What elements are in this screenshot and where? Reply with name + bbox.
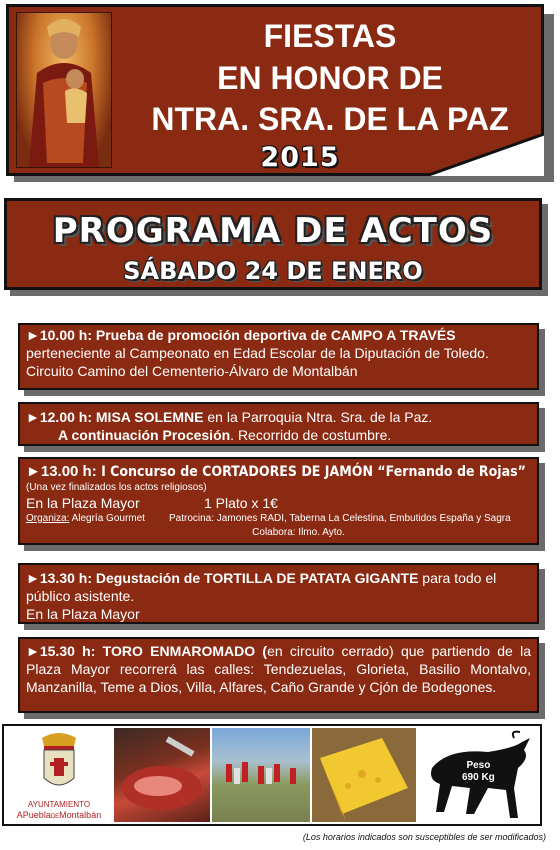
event-body-2: Circuito Camino del Cementerio-Álvaro de Montalbán: [26, 363, 358, 379]
ayuntamiento-logo: [6, 728, 112, 822]
header-year: 2015: [260, 142, 340, 173]
page-fold-decoration: [426, 134, 544, 176]
programa-title: PROGRAMA DE ACTOS: [52, 211, 494, 251]
colabora-text: Colabora: Ilmo. Ayto.: [252, 527, 345, 538]
schedule-disclaimer: (Los horarios indicados son susceptibles de ser modificados): [302, 832, 546, 842]
header-title-line1: FIESTAS: [263, 18, 397, 54]
event-1030: [18, 323, 539, 390]
event-place: En la Plaza Mayor: [26, 495, 140, 511]
event-heading: [26, 405, 531, 426]
event-text: [26, 640, 531, 696]
organiza-value: Alegría Gourmet: [69, 513, 145, 524]
event-title: Degustación de TORTILLA DE PATATA GIGANTE: [92, 570, 419, 586]
event-1330: [18, 563, 539, 624]
event-1300: [18, 457, 539, 545]
header-title-line2: EN HONOR DE: [217, 60, 443, 96]
event-1530: [18, 637, 539, 713]
header-title-line3: NTRA. SRA. DE LA PAZ: [151, 101, 509, 137]
event-price: 1 Plato x 1€: [204, 495, 278, 511]
ayuntamiento-label: AYUNTAMIENTO: [27, 800, 91, 809]
event-heading: [26, 566, 531, 605]
event-sub-text: . Recorrido de costumbre.: [230, 427, 392, 443]
event-body: en circuito cerrado) que partiendo de la Plaza Mayor recorrerá las calles: Tendezuelas, Glorieta, Basilio Montalvo, Manzanilla, Teme a Dios, Villa, Alfares, Caño Grande y Cjón de Bodegones.: [26, 643, 532, 695]
organiza-label: Organiza:: [26, 513, 70, 524]
programa-banner: [4, 198, 542, 290]
bull-photo: [418, 728, 538, 822]
event-title: I Concurso de CORTADORES DE JAMÓN “Fernando de Rojas”: [96, 464, 526, 480]
event-title: TORO ENMAROMADO (: [95, 643, 268, 659]
event-title: Prueba de promoción deportiva de CAMPO A TRAVÉS: [92, 327, 456, 343]
photo-strip: [2, 724, 542, 826]
event-place-row: [26, 494, 531, 512]
ham-cutting-photo: [114, 728, 210, 822]
virgin-image: [16, 12, 112, 168]
programa-date: SÁBADO 24 DE ENERO: [123, 257, 423, 285]
patrocina-text: Patrocina: Jamones RADI, Taberna La Celestina, Embutidos España y Sagra: [169, 513, 511, 524]
event-heading: [26, 326, 531, 344]
event-body: en la Parroquia Ntra. Sra. de la Paz.: [203, 409, 433, 425]
bull-weight: Peso 690 Kg: [462, 760, 495, 783]
event-1200: [18, 402, 539, 446]
event-sub: [26, 426, 531, 444]
cross-country-photo: [212, 728, 310, 822]
tortilla-photo: [312, 728, 416, 822]
event-title: MISA SOLEMNE: [92, 409, 204, 425]
event-time: ►12.00 h:: [26, 409, 92, 425]
town-name: APueblaDEMontalbán: [16, 810, 102, 820]
event-note: (Una vez finalizados los actos religiosos): [26, 482, 207, 493]
event-time: ►15.30 h:: [26, 643, 96, 659]
event-sponsors-row: [26, 512, 531, 526]
event-body: para todo el público asistente.: [26, 570, 497, 604]
event-body-2: En la Plaza Mayor: [26, 606, 140, 622]
event-time: ►10.00 h:: [26, 327, 92, 343]
event-heading: [26, 460, 531, 481]
event-time: ►13.30 h:: [26, 570, 92, 586]
event-sub-bold: A continuación Procesión: [58, 427, 231, 443]
event-time: ►13.00 h:: [26, 463, 97, 480]
event-body: perteneciente al Campeonato en Edad Escolar de la Diputación de Toledo.: [26, 345, 489, 361]
